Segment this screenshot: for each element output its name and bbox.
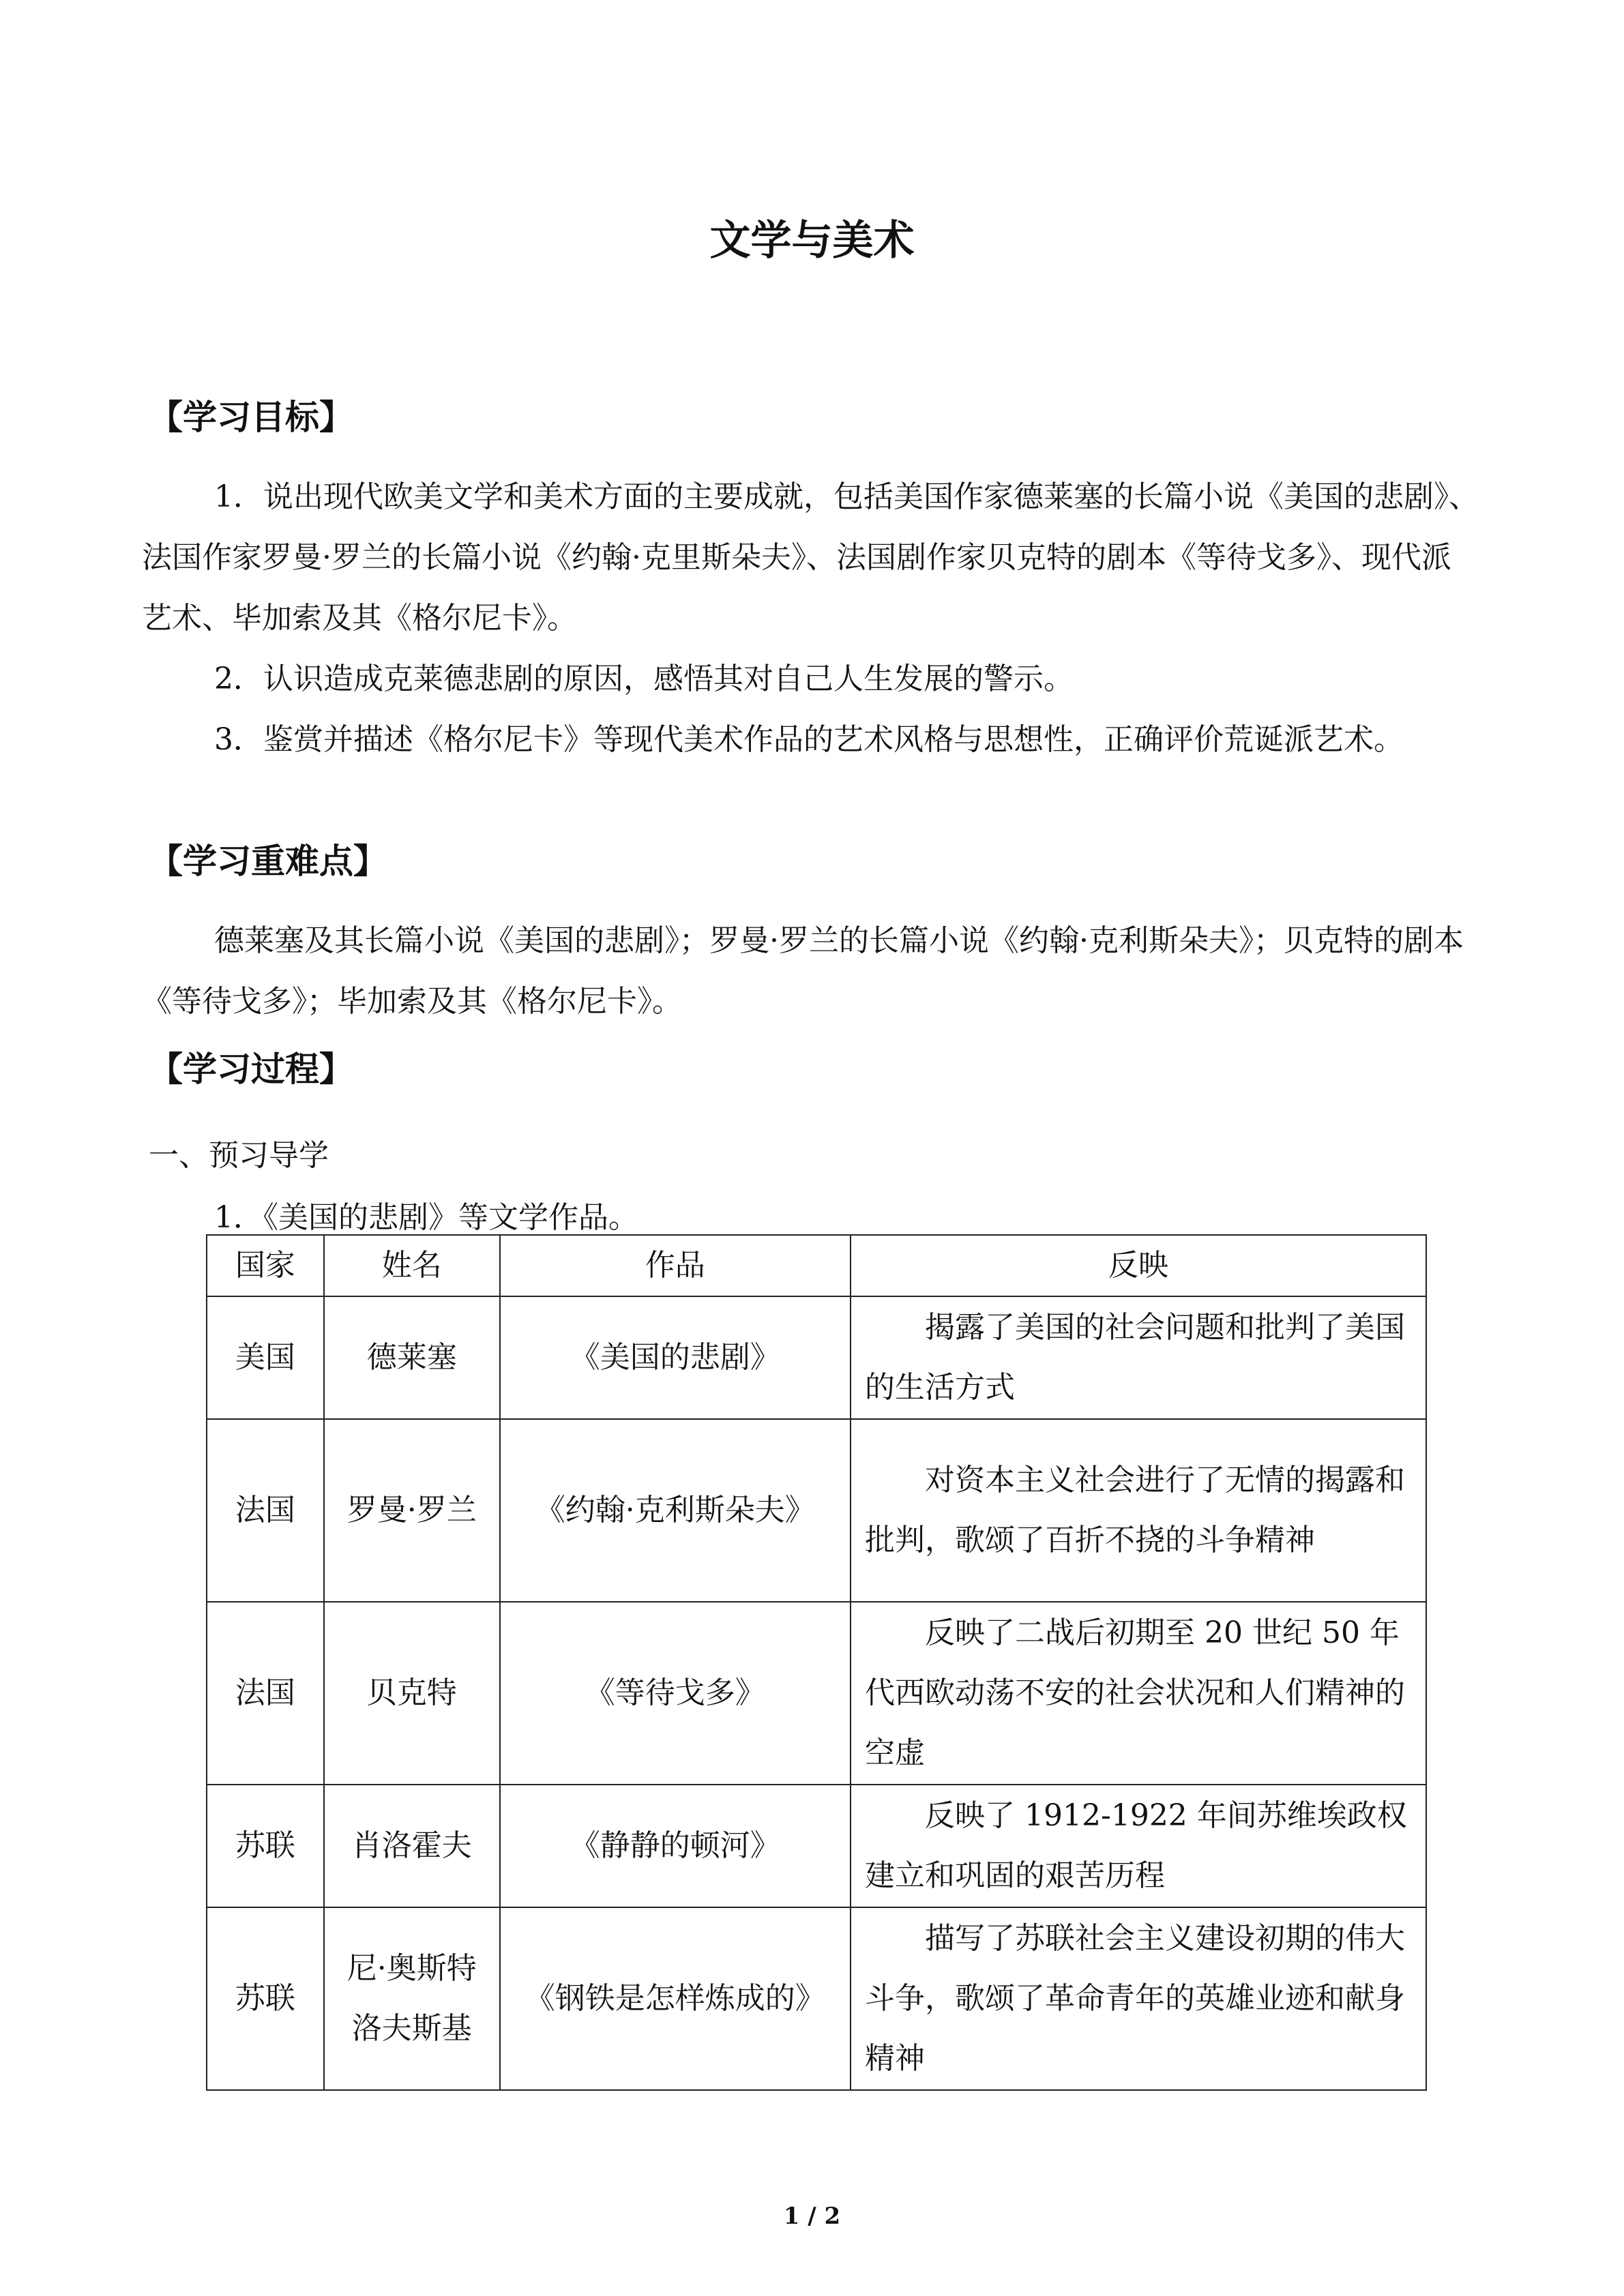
header-reflect: 反映: [851, 1235, 1426, 1296]
goal-item-2: 2．认识造成克莱德悲剧的原因，感悟其对自己人生发展的警示。: [214, 661, 1074, 696]
cell-work: 《约翰·克利斯朵夫》: [500, 1419, 851, 1602]
cell-name: 贝克特: [324, 1602, 500, 1785]
cell-reflect: 反映了二战后初期至 20 世纪 50 年代西欧动荡不安的社会状况和人们精神的空虚: [851, 1602, 1426, 1785]
header-name: 姓名: [324, 1235, 500, 1296]
cell-name: 肖洛霍夫: [324, 1785, 500, 1907]
cell-reflect: 描写了苏联社会主义建设初期的伟大斗争，歌颂了革命青年的英雄业迹和献身精神: [851, 1907, 1426, 2090]
table-header-row: [207, 1235, 1426, 1296]
table-row: [207, 1296, 1426, 1419]
cell-country: 苏联: [207, 1785, 324, 1907]
cell-work: 《静静的顿河》: [500, 1785, 851, 1907]
learning-goals-heading: 【学习目标】: [149, 398, 353, 437]
goal-item-3: 3．鉴赏并描述《格尔尼卡》等现代美术作品的艺术风格与思想性，正确评价荒诞派艺术。: [214, 722, 1404, 757]
table-row: [207, 1419, 1426, 1602]
table-row: [207, 1602, 1426, 1785]
process-item-1: 1．《美国的悲剧》等文学作品。: [214, 1200, 638, 1235]
page-number: 1 / 2: [783, 2203, 841, 2230]
key-points-heading: 【学习重难点】: [149, 841, 387, 881]
table-row: [207, 1907, 1426, 2090]
learning-process-heading: 【学习过程】: [149, 1049, 353, 1089]
cell-country: 苏联: [207, 1907, 324, 2090]
header-country: 国家: [207, 1235, 324, 1296]
cell-country: 法国: [207, 1419, 324, 1602]
cell-country: 法国: [207, 1602, 324, 1785]
cell-reflect: 对资本主义社会进行了无情的揭露和批判，歌颂了百折不挠的斗争精神: [851, 1419, 1426, 1602]
cell-country: 美国: [207, 1296, 324, 1419]
cell-name: 尼·奥斯特洛夫斯基: [324, 1907, 500, 2090]
section-preview: 一、预习导学: [149, 1138, 329, 1173]
cell-work: 《等待戈多》: [500, 1602, 851, 1785]
cell-reflect: 揭露了美国的社会问题和批判了美国的生活方式: [851, 1296, 1426, 1419]
cell-work: 《钢铁是怎样炼成的》: [500, 1907, 851, 2090]
table-row: [207, 1785, 1426, 1907]
cell-name: 德莱塞: [324, 1296, 500, 1419]
cell-reflect: 反映了 1912-1922 年间苏维埃政权建立和巩固的艰苦历程: [851, 1785, 1426, 1907]
key-points-text: 德莱塞及其长篇小说《美国的悲剧》；罗曼·罗兰的长篇小说《约翰·克利斯朵夫》；贝克特的剧本《等待戈多》；毕加索及其《格尔尼卡》。: [142, 923, 1464, 1019]
page-title: 文学与美术: [709, 217, 915, 265]
header-work: 作品: [500, 1235, 851, 1296]
cell-work: 《美国的悲剧》: [500, 1296, 851, 1419]
goal-item-1: 1．说出现代欧美文学和美术方面的主要成就，包括美国作家德莱塞的长篇小说《美国的悲剧》、法国作家罗曼·罗兰的长篇小说《约翰·克里斯朵夫》、法国剧作家贝克特的剧本《等待戈多》、现代派艺术、毕加索及其《格尔尼卡》。: [142, 479, 1479, 636]
literature-table: [206, 1234, 1427, 2091]
cell-name: 罗曼·罗兰: [324, 1419, 500, 1602]
